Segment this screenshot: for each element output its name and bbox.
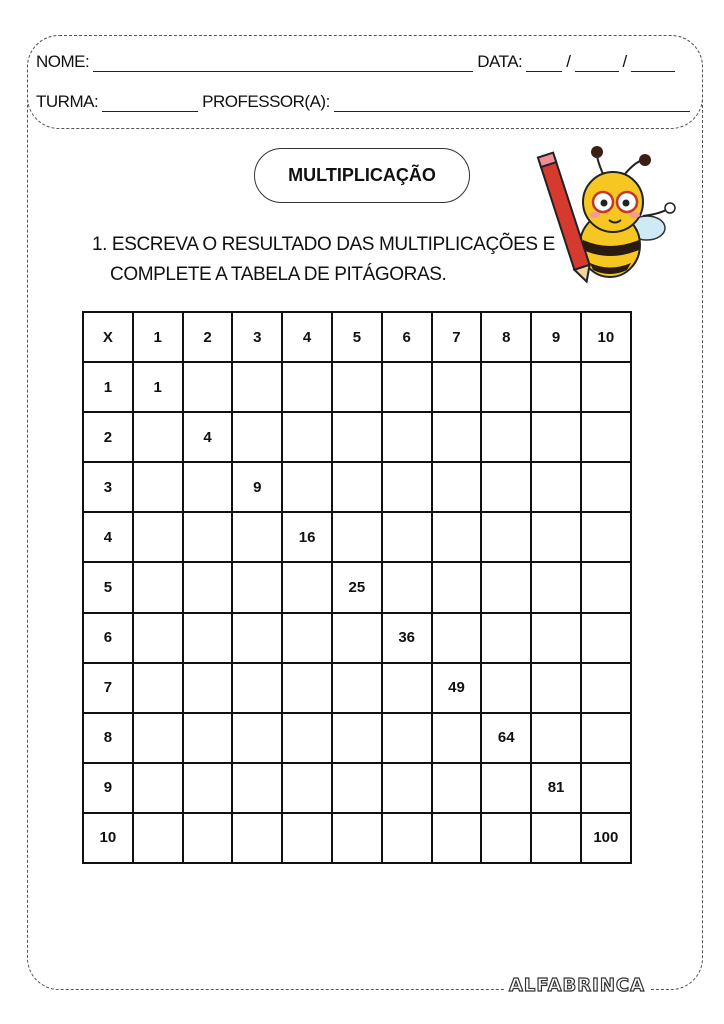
given-product-cell: 100 [581,813,631,863]
given-product-cell: 1 [133,362,183,412]
answer-cell[interactable] [581,362,631,412]
answer-cell[interactable] [282,562,332,612]
pythagoras-table [82,311,632,864]
answer-cell[interactable] [432,462,482,512]
table-row [83,663,631,713]
answer-cell[interactable] [581,663,631,713]
answer-cell[interactable] [481,763,531,813]
answer-cell[interactable] [282,763,332,813]
answer-cell[interactable] [531,462,581,512]
column-header-cell: 7 [432,312,482,362]
row-header-cell: 7 [83,663,133,713]
row-header-cell: 1 [83,362,133,412]
answer-cell[interactable] [183,512,233,562]
date-day-field[interactable] [526,57,562,72]
answer-cell[interactable] [481,663,531,713]
answer-cell[interactable] [183,763,233,813]
row-header-cell: 10 [83,813,133,863]
name-field[interactable] [93,57,473,72]
answer-cell[interactable] [332,713,382,763]
answer-cell[interactable] [382,462,432,512]
answer-cell[interactable] [282,813,332,863]
answer-cell[interactable] [232,562,282,612]
table-row [83,813,631,863]
answer-cell[interactable] [282,462,332,512]
given-product-cell: 36 [382,613,432,663]
answer-cell[interactable] [481,813,531,863]
column-header-cell: 2 [183,312,233,362]
table-row [83,512,631,562]
table-row [83,763,631,813]
row-header-cell: 3 [83,462,133,512]
answer-cell[interactable] [183,462,233,512]
answer-cell[interactable] [282,663,332,713]
answer-cell[interactable] [183,713,233,763]
answer-cell[interactable] [133,763,183,813]
answer-cell[interactable] [232,813,282,863]
instruction-line-1: 1. ESCREVA O RESULTADO DAS MULTIPLICAÇÕES E [92,234,555,255]
answer-cell[interactable] [531,562,581,612]
table-row [83,713,631,763]
answer-cell[interactable] [232,512,282,562]
table-header-row [83,312,631,362]
answer-cell[interactable] [382,562,432,612]
answer-cell[interactable] [133,512,183,562]
class-teacher-line [36,92,694,112]
answer-cell[interactable] [481,462,531,512]
answer-cell[interactable] [531,412,581,462]
answer-cell[interactable] [481,362,531,412]
table-corner-cell: X [83,312,133,362]
answer-cell[interactable] [332,813,382,863]
bee-with-pencil-illustration [535,140,680,285]
answer-cell[interactable] [581,763,631,813]
answer-cell[interactable] [382,512,432,562]
page-title: MULTIPLICAÇÃO [254,148,470,203]
row-header-cell: 4 [83,512,133,562]
answer-cell[interactable] [232,763,282,813]
answer-cell[interactable] [332,613,382,663]
given-product-cell: 9 [232,462,282,512]
answer-cell[interactable] [232,663,282,713]
answer-cell[interactable] [432,512,482,562]
answer-cell[interactable] [133,663,183,713]
answer-cell[interactable] [382,362,432,412]
answer-cell[interactable] [282,613,332,663]
answer-cell[interactable] [232,613,282,663]
given-product-cell: 49 [432,663,482,713]
answer-cell[interactable] [382,763,432,813]
answer-cell[interactable] [581,613,631,663]
answer-cell[interactable] [531,813,581,863]
answer-cell[interactable] [432,562,482,612]
class-field[interactable] [102,97,198,112]
answer-cell[interactable] [432,763,482,813]
column-header-cell: 9 [531,312,581,362]
answer-cell[interactable] [432,613,482,663]
answer-cell[interactable] [282,362,332,412]
answer-cell[interactable] [432,412,482,462]
answer-cell[interactable] [282,412,332,462]
answer-cell[interactable] [382,813,432,863]
class-label: TURMA: [36,92,99,111]
column-header-cell: 3 [232,312,282,362]
answer-cell[interactable] [531,362,581,412]
answer-cell[interactable] [232,412,282,462]
row-header-cell: 6 [83,613,133,663]
answer-cell[interactable] [133,813,183,863]
answer-cell[interactable] [332,763,382,813]
answer-cell[interactable] [432,362,482,412]
name-label: NOME: [36,52,90,71]
answer-cell[interactable] [183,813,233,863]
answer-cell[interactable] [531,512,581,562]
date-separator: / [622,52,627,71]
header-box [27,35,703,129]
answer-cell[interactable] [133,412,183,462]
table-row [83,362,631,412]
answer-cell[interactable] [432,713,482,763]
date-year-field[interactable] [631,57,675,72]
column-header-cell: 6 [382,312,432,362]
answer-cell[interactable] [133,462,183,512]
date-month-field[interactable] [575,57,619,72]
answer-cell[interactable] [432,813,482,863]
given-product-cell: 16 [282,512,332,562]
answer-cell[interactable] [481,613,531,663]
answer-cell[interactable] [133,713,183,763]
answer-cell[interactable] [581,462,631,512]
answer-cell[interactable] [282,713,332,763]
answer-cell[interactable] [382,713,432,763]
answer-cell[interactable] [481,512,531,562]
answer-cell[interactable] [481,562,531,612]
instruction [92,230,555,290]
answer-cell[interactable] [332,412,382,462]
alfabrinca-logo: ALFABRINCA [505,975,649,996]
answer-cell[interactable] [183,362,233,412]
row-header-cell: 2 [83,412,133,462]
column-header-cell: 1 [133,312,183,362]
answer-cell[interactable] [332,663,382,713]
answer-cell[interactable] [581,713,631,763]
instruction-line-2: COMPLETE A TABELA DE PITÁGORAS. [110,264,447,285]
table-row [83,412,631,462]
answer-cell[interactable] [183,613,233,663]
date-label: DATA: [477,52,523,71]
answer-cell[interactable] [332,512,382,562]
teacher-field[interactable] [334,97,690,112]
given-product-cell: 4 [183,412,233,462]
answer-cell[interactable] [581,512,631,562]
answer-cell[interactable] [581,562,631,612]
column-header-cell: 10 [581,312,631,362]
answer-cell[interactable] [232,362,282,412]
answer-cell[interactable] [232,713,282,763]
row-header-cell: 5 [83,562,133,612]
column-header-cell: 4 [282,312,332,362]
answer-cell[interactable] [531,613,581,663]
answer-cell[interactable] [133,562,183,612]
answer-cell[interactable] [531,663,581,713]
answer-cell[interactable] [183,663,233,713]
table-row [83,562,631,612]
name-date-line [36,52,679,72]
given-product-cell: 25 [332,562,382,612]
table-row [83,613,631,663]
column-header-cell: 8 [481,312,531,362]
given-product-cell: 64 [481,713,531,763]
date-separator: / [566,52,571,71]
given-product-cell: 81 [531,763,581,813]
answer-cell[interactable] [183,562,233,612]
answer-cell[interactable] [382,663,432,713]
answer-cell[interactable] [133,613,183,663]
row-header-cell: 8 [83,713,133,763]
answer-cell[interactable] [581,412,631,462]
column-header-cell: 5 [332,312,382,362]
teacher-label: PROFESSOR(A): [202,92,330,111]
answer-cell[interactable] [382,412,432,462]
answer-cell[interactable] [332,462,382,512]
answer-cell[interactable] [531,713,581,763]
answer-cell[interactable] [481,412,531,462]
answer-cell[interactable] [332,362,382,412]
row-header-cell: 9 [83,763,133,813]
table-row [83,462,631,512]
